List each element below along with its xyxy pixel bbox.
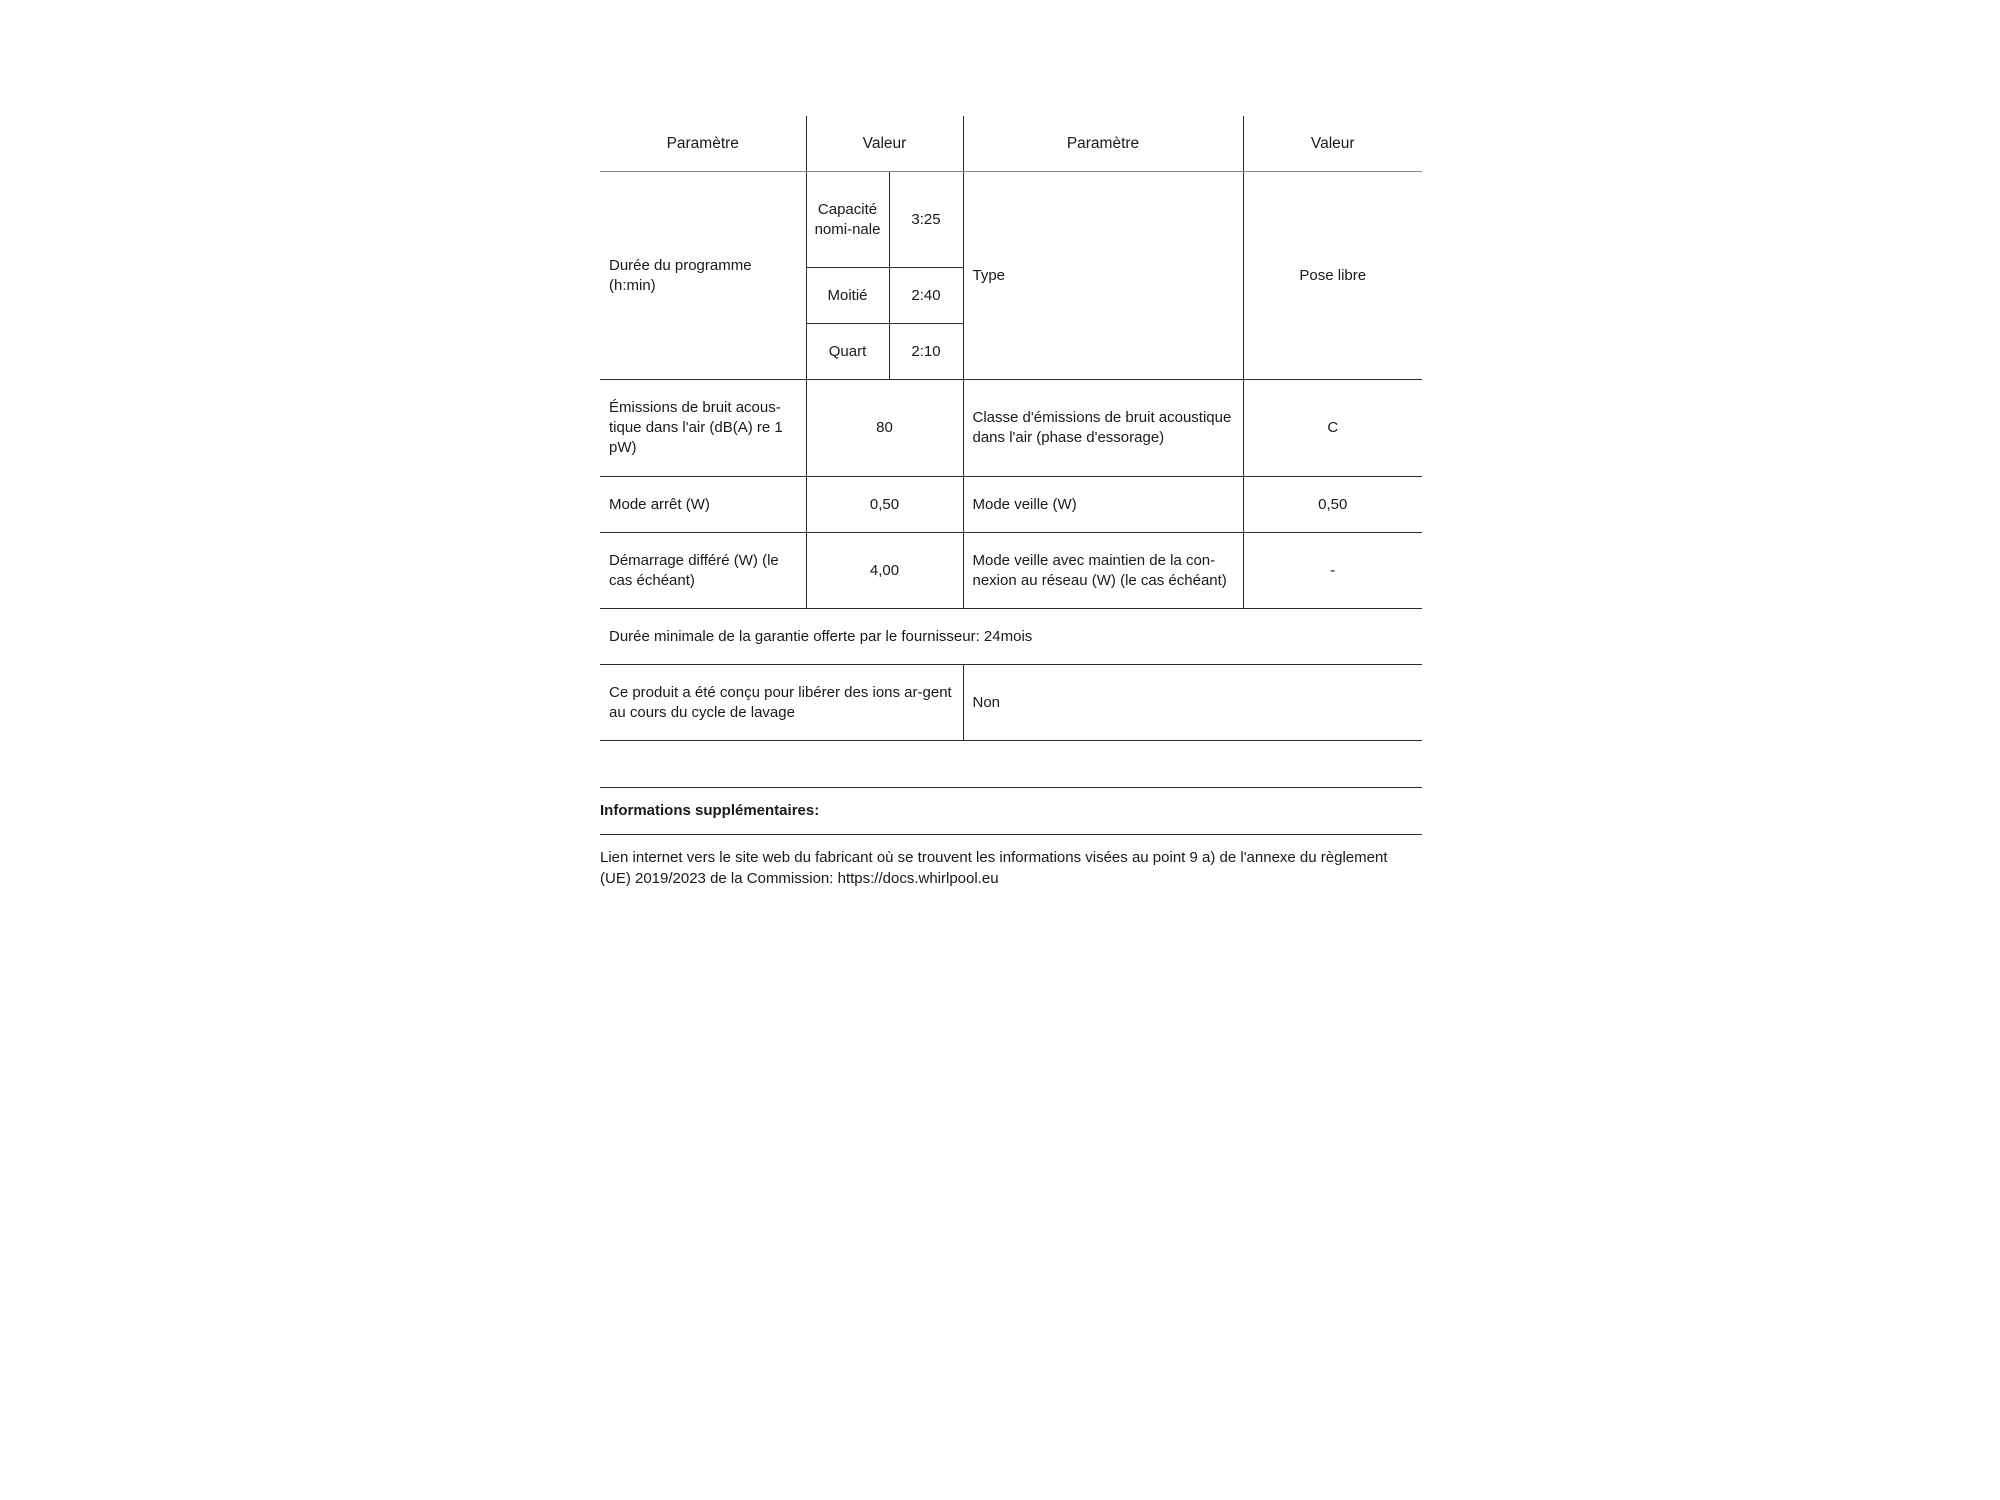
- delay-start-value: 4,00: [806, 533, 963, 609]
- additional-info-heading: Informations supplémentaires:: [600, 788, 1422, 835]
- additional-info-section: [600, 787, 1422, 889]
- noise-emissions-value: 80: [806, 380, 963, 477]
- standby-mode-value: 0,50: [1243, 477, 1422, 533]
- header-row: [600, 116, 1422, 172]
- header-value-left: Valeur: [806, 116, 963, 172]
- warranty-row: [600, 609, 1422, 665]
- capacity-full-label: Capacité nomi-nale: [806, 172, 889, 268]
- additional-info-text: Lien internet vers le site web du fabricant où se trouvent les informations visées au point 9 a) de l'annexe du règlement (UE) 2019/2023 de la Commission: https://docs.whirlpool.eu: [600, 849, 1388, 887]
- capacity-half-label: Moitié: [806, 268, 889, 324]
- delay-start-label: Démarrage différé (W) (le cas échéant): [600, 533, 806, 609]
- off-mode-label: Mode arrêt (W): [600, 477, 806, 533]
- type-label: Type: [963, 172, 1243, 380]
- noise-row: [600, 380, 1422, 477]
- silver-ions-row: [600, 665, 1422, 741]
- capacity-half-value: 2:40: [889, 268, 963, 324]
- program-duration-row-full: [600, 172, 1422, 268]
- silver-ions-value: Non: [963, 665, 1422, 741]
- header-value-right: Valeur: [1243, 116, 1422, 172]
- networked-standby-value: -: [1243, 533, 1422, 609]
- delay-start-row: [600, 533, 1422, 609]
- noise-class-value: C: [1243, 380, 1422, 477]
- standby-mode-label: Mode veille (W): [963, 477, 1243, 533]
- power-mode-row: [600, 477, 1422, 533]
- type-value: Pose libre: [1243, 172, 1422, 380]
- header-parameter-right: Paramètre: [963, 116, 1243, 172]
- capacity-quarter-label: Quart: [806, 324, 889, 380]
- product-information-sheet: [600, 116, 1422, 889]
- capacity-full-value: 3:25: [889, 172, 963, 268]
- noise-class-label: Classe d'émissions de bruit acoustique dans l'air (phase d'essorage): [963, 380, 1243, 477]
- spec-table: [600, 116, 1422, 741]
- noise-emissions-label: Émissions de bruit acous-tique dans l'air (dB(A) re 1 pW): [600, 380, 806, 477]
- capacity-quarter-value: 2:10: [889, 324, 963, 380]
- warranty-text: Durée minimale de la garantie offerte par le fournisseur: 24mois: [600, 609, 1422, 665]
- header-parameter-left: Paramètre: [600, 116, 806, 172]
- silver-ions-label: Ce produit a été conçu pour libérer des ions ar-gent au cours du cycle de lavage: [600, 665, 963, 741]
- off-mode-value: 0,50: [806, 477, 963, 533]
- program-duration-label: Durée du programme (h:min): [600, 172, 806, 380]
- networked-standby-label: Mode veille avec maintien de la con-nexion au réseau (W) (le cas échéant): [963, 533, 1243, 609]
